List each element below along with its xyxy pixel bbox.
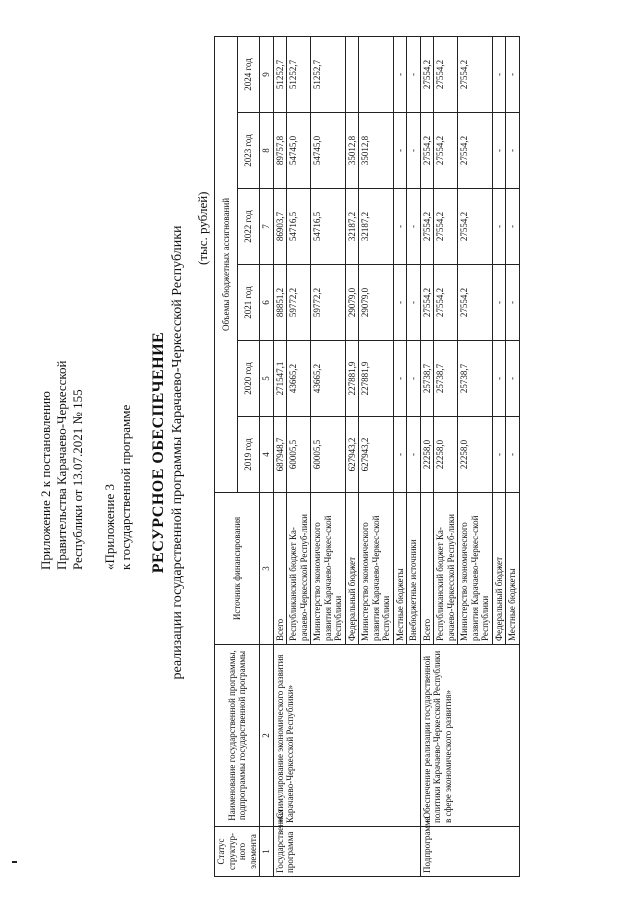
value-cell: - xyxy=(407,417,421,493)
column-index: 5 xyxy=(260,341,274,417)
column-header-status: Статус структур-ного элемента xyxy=(215,827,260,877)
status-cell: Государственная программа xyxy=(273,827,420,877)
source-cell: Министерство экономического развития Карачаево-Черкес-ской Республики xyxy=(359,493,394,645)
header-line-4: «Приложение 3 xyxy=(102,483,117,570)
value-cell: 43665,2 xyxy=(311,341,346,417)
column-header-year: 2021 год xyxy=(237,265,260,341)
value-cell: - xyxy=(393,265,407,341)
value-cell: 627943,2 xyxy=(359,417,394,493)
value-cell: - xyxy=(506,341,520,417)
value-cell: - xyxy=(492,113,506,189)
source-cell: Всего xyxy=(420,493,434,645)
source-cell: Всего xyxy=(273,493,287,645)
document-subtitle: реализации государственной программы Карачаево-Черкесской Республики xyxy=(170,225,185,680)
value-cell: 27554,2 xyxy=(458,265,493,341)
source-cell: Министерство экономического развития Карачаево-Черкес-ской Республики xyxy=(458,493,493,645)
value-cell: 25738,7 xyxy=(434,341,458,417)
value-cell: - xyxy=(393,417,407,493)
value-cell: 22258,0 xyxy=(458,417,493,493)
column-header-year: 2020 год xyxy=(237,341,260,417)
column-index: 2 xyxy=(260,645,274,827)
value-cell: - xyxy=(407,189,421,265)
value-cell: - xyxy=(506,417,520,493)
column-index-row xyxy=(260,36,274,876)
source-cell: Республиканский бюджет Ка-рачаево-Черкесской Респуб-лики xyxy=(434,493,458,645)
column-index: 8 xyxy=(260,113,274,189)
source-cell: Внебюджетные источники xyxy=(407,493,421,645)
value-cell: 29079,0 xyxy=(359,265,394,341)
value-cell: 27554,2 xyxy=(458,36,493,112)
value-cell: 27554,2 xyxy=(434,189,458,265)
value-cell: - xyxy=(393,36,407,112)
value-cell: 54745,0 xyxy=(311,113,346,189)
value-cell: - xyxy=(393,113,407,189)
value-cell: - xyxy=(492,417,506,493)
value-cell: 27554,2 xyxy=(420,36,434,112)
page-mark xyxy=(12,861,17,863)
value-cell: 59772,2 xyxy=(311,265,346,341)
value-cell: - xyxy=(407,265,421,341)
column-index: 4 xyxy=(260,417,274,493)
value-cell: - xyxy=(506,265,520,341)
column-header-year: 2023 год xyxy=(237,113,260,189)
value-cell: 27554,2 xyxy=(420,265,434,341)
value-cell: - xyxy=(506,113,520,189)
value-cell: 627943,2 xyxy=(345,417,359,493)
value-cell: 687948,7 xyxy=(273,417,287,493)
status-cell: Подпрограмма xyxy=(420,827,519,877)
value-cell: 25738,7 xyxy=(458,341,493,417)
column-index: 7 xyxy=(260,189,274,265)
value-cell: 51252,7 xyxy=(287,36,311,112)
value-cell: 51252,7 xyxy=(273,36,287,112)
source-cell: Республиканский бюджет Ка-рачаево-Черкесской Респуб-лики xyxy=(287,493,311,645)
table-row xyxy=(420,36,434,876)
value-cell: 29079,0 xyxy=(345,265,359,341)
source-cell: Местные бюджеты xyxy=(506,493,520,645)
column-index: 6 xyxy=(260,265,274,341)
source-cell: Федеральный бюджет xyxy=(492,493,506,645)
value-cell: 27554,2 xyxy=(434,265,458,341)
column-index: 3 xyxy=(260,493,274,645)
value-cell: - xyxy=(506,36,520,112)
units-label: (тыс. рублей) xyxy=(195,191,210,265)
value-cell: 227881,9 xyxy=(359,341,394,417)
resource-table xyxy=(214,36,520,877)
value-cell: - xyxy=(506,189,520,265)
value-cell: 32187,2 xyxy=(359,189,394,265)
value-cell: 271547,1 xyxy=(273,341,287,417)
value-cell: 22258,0 xyxy=(434,417,458,493)
column-header-year: 2019 год xyxy=(237,417,260,493)
value-cell: - xyxy=(492,189,506,265)
value-cell: 86903,7 xyxy=(273,189,287,265)
column-header-year: 2022 год xyxy=(237,189,260,265)
header-line-2: Правительства Карачаево-Черкесской xyxy=(54,360,69,570)
header-line-5: к государственной программе xyxy=(118,404,133,570)
value-cell: 227881,9 xyxy=(345,341,359,417)
value-cell: 51252,7 xyxy=(311,36,346,112)
header-row-1 xyxy=(215,36,238,876)
value-cell: 27554,2 xyxy=(420,189,434,265)
value-cell: - xyxy=(393,189,407,265)
value-cell: 59772,2 xyxy=(287,265,311,341)
value-cell: - xyxy=(393,341,407,417)
value-cell: 60005,5 xyxy=(287,417,311,493)
value-cell: - xyxy=(407,36,421,112)
table-row xyxy=(273,36,287,876)
value-cell: 25738,7 xyxy=(420,341,434,417)
source-cell: Местные бюджеты xyxy=(393,493,407,645)
column-header-volumes: Объемы бюджетных ассигнований xyxy=(215,36,238,492)
column-header-year: 2024 год xyxy=(237,36,260,112)
value-cell: 35012,8 xyxy=(345,113,359,189)
value-cell: 88851,2 xyxy=(273,265,287,341)
value-cell: - xyxy=(492,265,506,341)
value-cell: 54745,0 xyxy=(287,113,311,189)
value-cell: 27554,2 xyxy=(458,189,493,265)
value-cell: 60005,5 xyxy=(311,417,346,493)
source-cell: Министерство экономического развития Карачаево-Черкес-ской Республики xyxy=(311,493,346,645)
document-title: РЕСУРСНОЕ ОБЕСПЕЧЕНИЕ xyxy=(150,331,167,574)
document-header xyxy=(38,260,134,570)
value-cell: 27554,2 xyxy=(434,36,458,112)
column-header-name: Наименование государственной программы, подпрограммы государственной программы xyxy=(215,645,260,827)
column-index: 1 xyxy=(260,827,274,877)
value-cell: - xyxy=(492,36,506,112)
value-cell: 27554,2 xyxy=(420,113,434,189)
program-name-cell: «Стимулирование экономического развития Карачаево-Черкесской Республики» xyxy=(273,645,420,827)
value-cell: 54716,5 xyxy=(311,189,346,265)
value-cell xyxy=(359,36,394,112)
value-cell: 22258,0 xyxy=(420,417,434,493)
value-cell: - xyxy=(492,341,506,417)
value-cell: - xyxy=(407,113,421,189)
program-name-cell: «Обеспечение реализации государственной политики Карачаево-Черкесской Республики в сфере экономического развития» xyxy=(420,645,519,827)
value-cell: 35012,8 xyxy=(359,113,394,189)
value-cell: 27554,2 xyxy=(458,113,493,189)
value-cell: - xyxy=(407,341,421,417)
header-line-3: Республики от 13.07.2021 № 155 xyxy=(70,389,85,570)
value-cell: 89757,8 xyxy=(273,113,287,189)
value-cell: 27554,2 xyxy=(434,113,458,189)
source-cell: Федеральный бюджет xyxy=(345,493,359,645)
header-line-1: Приложение 2 к постановлению xyxy=(38,391,53,570)
value-cell: 32187,2 xyxy=(345,189,359,265)
column-index: 9 xyxy=(260,36,274,112)
column-header-source: Источник финансирования xyxy=(215,493,260,645)
value-cell xyxy=(345,36,359,112)
value-cell: 54716,5 xyxy=(287,189,311,265)
value-cell: 43665,2 xyxy=(287,341,311,417)
